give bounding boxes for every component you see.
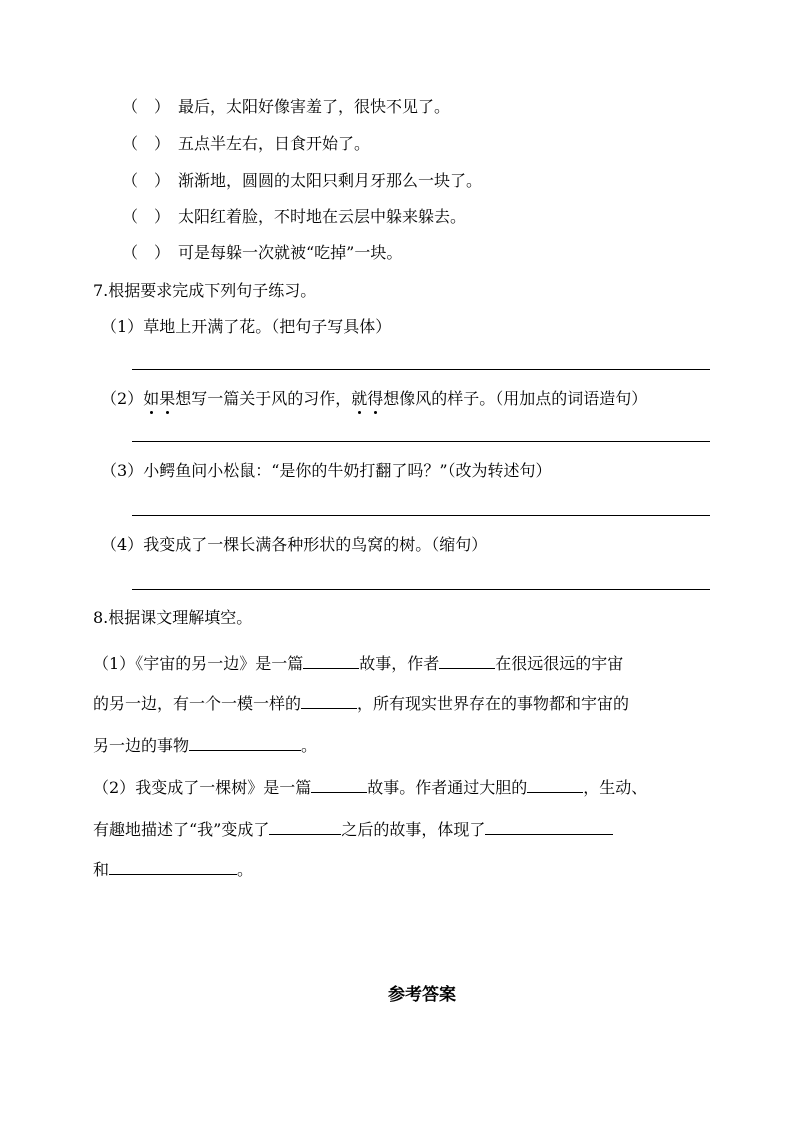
item-text: 。 (237, 860, 254, 879)
order-blank[interactable]: （ ） (122, 171, 171, 190)
item-text: 在很远很远的宇宙 (495, 654, 624, 673)
order-blank[interactable]: （ ） (122, 134, 171, 153)
answer-line[interactable] (132, 589, 710, 590)
order-item (122, 206, 466, 228)
fill-blank[interactable] (301, 692, 357, 709)
item-text: 另一边的事物 (93, 736, 190, 755)
order-text: 渐渐地，圆圆的太阳只剩月牙那么一块了。 (178, 171, 483, 190)
item-text: 。 (301, 736, 318, 755)
item-text: ，生动、 (583, 778, 648, 797)
item-label: （2） (93, 778, 136, 797)
item-text: 我变成了一棵树》是一篇 (135, 778, 312, 797)
fill-blank[interactable] (303, 652, 359, 669)
item-label: （4） (101, 535, 144, 554)
item-text: 有趣地描述了“我”变成了 (93, 820, 270, 839)
fill-blank[interactable] (269, 818, 341, 835)
item-text: 《宇宙的另一边》是一篇 (135, 654, 304, 673)
question-8-heading: 8.根据课文理解填空。 (93, 608, 253, 627)
item-text: 小鳄鱼问小松鼠：“是你的牛奶打翻了吗？”（改为转述句） (143, 461, 552, 480)
question-8-item-1-line-3 (93, 734, 713, 757)
order-text: 最后，太阳好像害羞了，很快不见了。 (178, 97, 451, 116)
fill-blank[interactable] (485, 818, 613, 835)
item-text: 故事，作者 (359, 654, 440, 673)
answer-line[interactable] (132, 369, 710, 370)
item-label: （1） (101, 317, 144, 336)
fill-blank[interactable] (109, 858, 237, 875)
question-8-item-2-line-1 (93, 776, 713, 799)
fill-blank[interactable] (311, 776, 367, 793)
fill-blank[interactable] (527, 776, 583, 793)
order-blank[interactable]: （ ） (122, 207, 171, 226)
emphasis-char: 得 (367, 389, 384, 408)
order-blank[interactable]: （ ） (122, 243, 171, 262)
item-label: （1） (93, 654, 136, 673)
order-item (122, 170, 482, 192)
item-text: 我变成了一棵长满各种形状的鸟窝的树。（缩句） (143, 535, 488, 554)
item-text: 之后的故事，体现了 (341, 820, 486, 839)
item-text: 的另一边，有一个一模一样的 (93, 694, 302, 713)
order-item (122, 133, 370, 155)
emphasis-char: 就 (351, 389, 368, 408)
question-7-item-1 (101, 316, 391, 338)
order-item (122, 96, 450, 118)
item-label: （3） (101, 461, 144, 480)
item-label: （2） (101, 389, 144, 408)
order-text: 可是每躲一次就被“吃掉”一块。 (178, 243, 403, 262)
question-7-item-2 (101, 388, 647, 410)
order-text: 太阳红着脸，不时地在云层中躲来躲去。 (178, 207, 467, 226)
question-7-item-4 (101, 534, 487, 556)
emphasis-char: 如 (143, 389, 160, 408)
item-text: ，所有现实世界存在的事物都和宇宙的 (357, 694, 630, 713)
answer-line[interactable] (132, 441, 710, 442)
question-8-item-1-line-1 (93, 652, 713, 675)
order-item (122, 242, 402, 264)
item-text: 故事。作者通过大胆的 (367, 778, 528, 797)
question-8-item-2-line-2 (93, 818, 713, 841)
order-blank[interactable]: （ ） (122, 97, 171, 116)
answer-key-title: 参考答案 (388, 985, 456, 1005)
answer-line[interactable] (132, 515, 710, 516)
fill-blank[interactable] (439, 652, 495, 669)
fill-blank[interactable] (189, 734, 301, 751)
question-8-item-2-line-3 (93, 858, 713, 881)
question-7-item-3 (101, 460, 552, 482)
item-text: 想像风的样子。（用加点的词语造句） (383, 389, 648, 408)
item-text: 和 (93, 860, 110, 879)
item-text: 想写一篇关于风的习作， (175, 389, 352, 408)
item-text: 草地上开满了花。（把句子写具体） (143, 317, 392, 336)
question-8-item-1-line-2 (93, 692, 713, 715)
emphasis-char: 果 (159, 389, 176, 408)
order-text: 五点半左右，日食开始了。 (178, 134, 371, 153)
question-7-heading: 7.根据要求完成下列句子练习。 (93, 281, 317, 300)
